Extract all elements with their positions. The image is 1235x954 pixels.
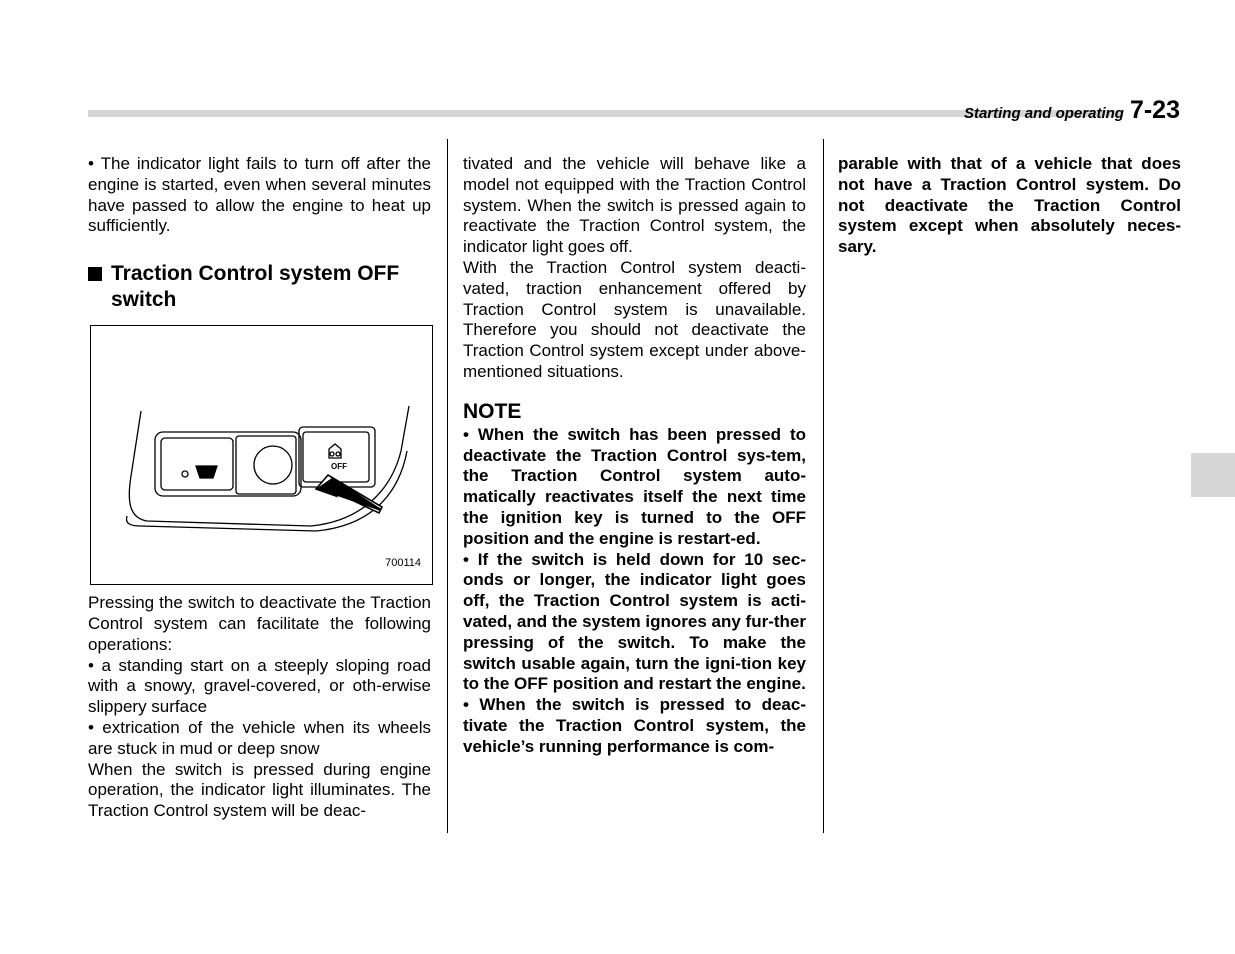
bullet-item: • extrication of the vehicle when its wheels are stuck in mud or deep snow <box>88 717 431 758</box>
page-number: 7-23 <box>1129 96 1180 124</box>
running-header <box>964 96 1180 125</box>
column-3 <box>838 154 1181 258</box>
paragraph: When the switch is pressed during engine operation, the indicator light illuminates. The Traction Control system will be deac- <box>88 759 431 821</box>
section-heading <box>88 261 431 313</box>
section-title: Starting and operating <box>963 105 1124 122</box>
column-divider <box>447 139 448 833</box>
note-title: NOTE <box>463 399 522 423</box>
note-item: • When the switch is pressed to deac-tivate the Traction Control system, the vehicle’s running performance is com- <box>463 695 806 756</box>
off-label: OFF <box>331 462 347 472</box>
note-item: • If the switch is held down for 10 sec-onds or longer, the indicator light goes off, the Traction Control system is acti-vated, and the system ignores any fur-ther pressing of the switch. To make the switch usable again, turn the igni-tion key to the OFF position and restart the engine. <box>463 549 806 694</box>
figure-id: 700114 <box>385 557 421 570</box>
paragraph: tivated and the vehicle will behave like a model not equipped with the Traction Control system. When the switch is pressed again to reactivate the Traction Control system, the indicator light goes off. <box>463 154 806 257</box>
bullet-item: • a standing start on a steeply sloping road with a snowy, gravel-covered, or oth-erwise slippery surface <box>88 655 431 717</box>
switch-panel-drawing <box>91 326 432 584</box>
heading-text: Traction Control system OFF switch <box>111 262 400 312</box>
chapter-thumb-tab <box>1191 453 1235 497</box>
switch-illustration <box>90 325 433 585</box>
column-2 <box>463 154 806 758</box>
paragraph: With the Traction Control system deacti-vated, traction enhancement offered by Traction Control system is unavailable. Therefore you should not deactivate the Traction Control system except under above-mentioned situations. <box>463 257 806 381</box>
note-continuation: parable with that of a vehicle that does not have a Traction Control system. Do not deactivate the Traction Control system except when absolutely neces-sary. <box>838 154 1181 257</box>
paragraph: • The indicator light fails to turn off after the engine is started, even when several minutes have passed to allow the engine to heat up sufficiently. <box>88 154 431 236</box>
paragraph: Pressing the switch to deactivate the Traction Control system can facilitate the following operations: <box>88 593 431 654</box>
square-bullet-icon <box>88 267 102 281</box>
column-divider <box>823 139 824 833</box>
column-1 <box>88 154 431 822</box>
note-item: • When the switch has been pressed to deactivate the Traction Control sys-tem, the Traction Control system auto-matically reactivates itself the next time the ignition key is turned to the OFF position and the engine is restart-ed. <box>463 424 806 548</box>
